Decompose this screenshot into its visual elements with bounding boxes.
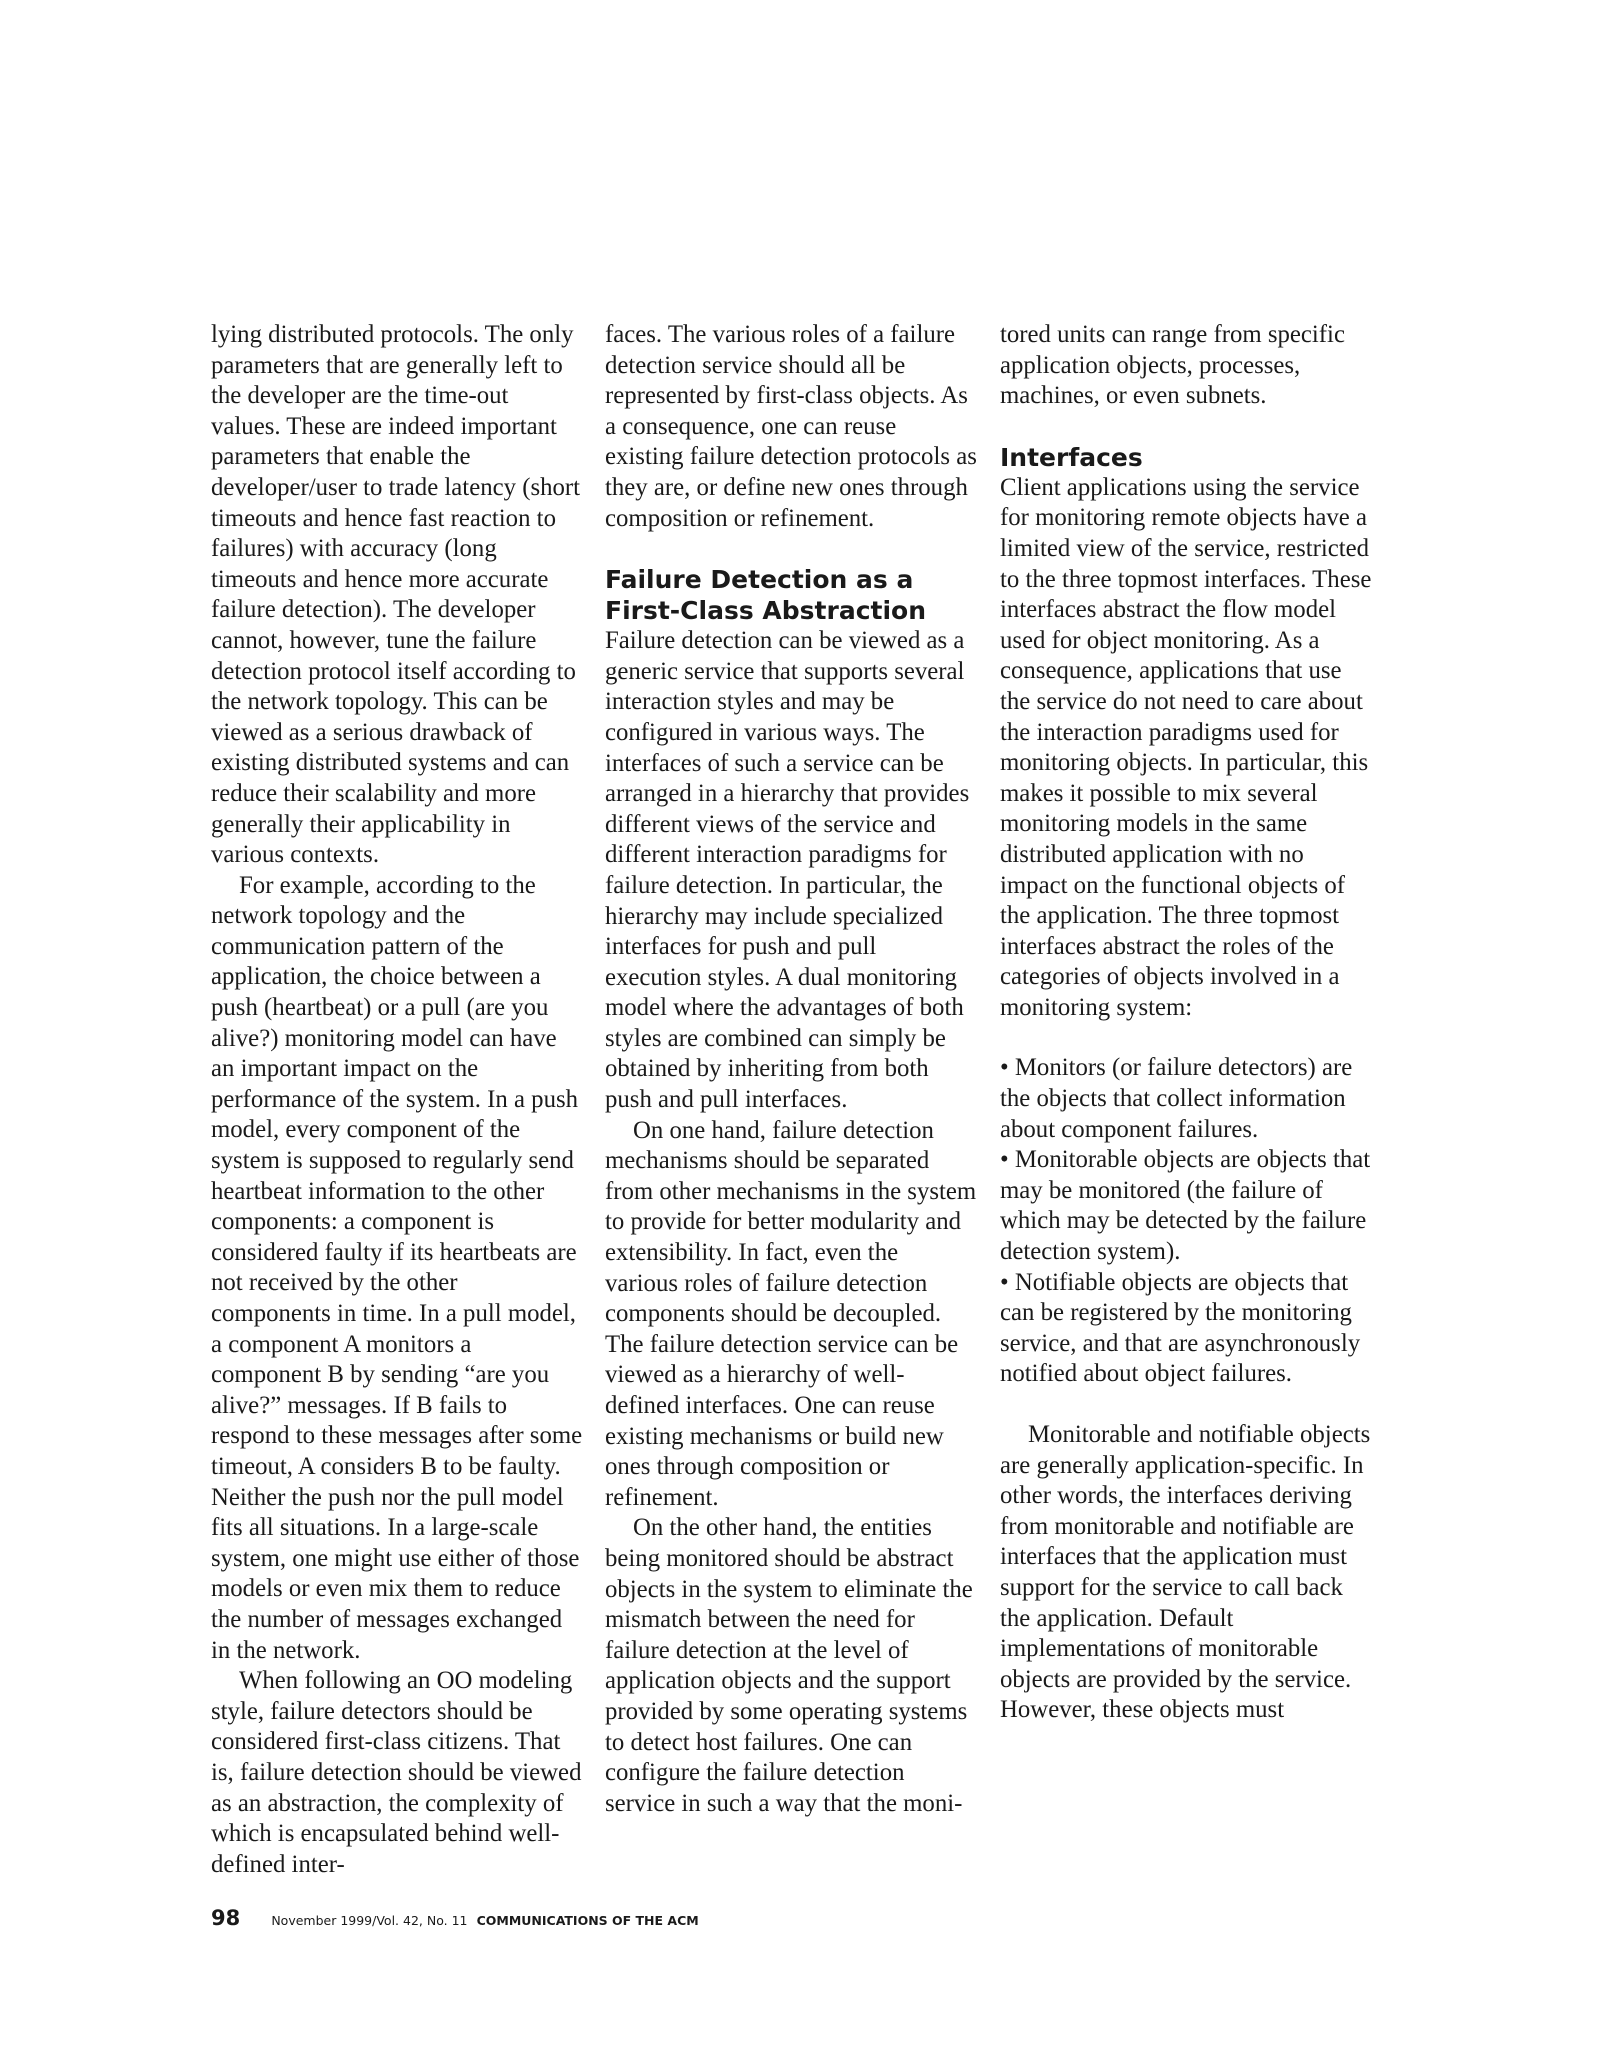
list-item: • Notifiable objects are objects that can be registered by the monitoring service, and that are asynchronously notified about object failures. xyxy=(1000,1268,1361,1388)
text-column-1 xyxy=(211,320,583,1880)
paragraph: For example, according to the network topology and the communication pattern of the application, the choice between a push (heartbeat) or a pull (are you alive?) monitoring model can have an important impact on the performance of the system. In a push model, every component of the system is supposed to regularly send heartbeat information to the other components: a component is considered faulty if its heartbeats are not received by the other components in time. In a pull model, a component A monitors a component B by sending “are you alive?” messages. If B fails to respond to these messages after some timeout, A considers B to be faulty. Neither the push nor the pull model fits all situations. In a large-scale system, one might use either of those models or even mix them to reduce the number of messages exchanged in the network. xyxy=(211,871,583,1664)
paragraph: On one hand, failure detection mechanisms should be separated from other mechanisms in the system to provide for better modularity and extensibility. In fact, even the various roles of failure detection components should be decoupled. The failure detection service can be viewed as a hierarchy of well-defined interfaces. One can reuse existing mechanisms or build new ones through composition or refinement. xyxy=(605,1116,977,1511)
bullet-list xyxy=(1000,1053,1372,1390)
list-item: • Monitors (or failure detectors) are the objects that collect information about component failures. xyxy=(1000,1054,1353,1143)
journal-name: COMMUNICATIONS OF THE ACM xyxy=(476,1913,699,1928)
paragraph: faces. The various roles of a failure detection service should all be represented by first-class objects. As a consequence, one can reuse existing failure detection protocols as they are, or define new ones through composition or refinement. xyxy=(605,321,977,532)
paragraph: Monitorable and notifiable objects are generally application-specific. In other words, the interfaces deriving from monitorable and notifiable are interfaces that the application must support for the service to call back the application. Default implementations of monitorable objects are provided by the service. However, these objects must xyxy=(1000,1421,1371,1724)
paragraph: On the other hand, the entities being monitored should be abstract objects in the system to eliminate the mismatch between the need for failure detection at the level of application objects and the support provided by some operating systems to detect host failures. One can configure the failure detection service in such a way that the moni- xyxy=(605,1514,973,1817)
page-footer xyxy=(211,1906,699,1930)
paragraph: lying distributed protocols. The only parameters that are generally left to the developer are the time-out values. These are indeed important parameters that enable the developer/user to trade latency (short timeouts and hence fast reaction to failures) with accuracy (long timeouts and hence more accurate failure detection). The developer cannot, however, tune the failure detection protocol itself according to the network topology. This can be viewed as a serious drawback of existing distributed systems and can reduce their scalability and more generally their applicability in various contexts. xyxy=(211,321,581,869)
text-column-3 xyxy=(1000,320,1372,1726)
text-column-2 xyxy=(605,320,977,1819)
paragraph: tored units can range from specific application objects, processes, machines, or even subnets. xyxy=(1000,321,1345,410)
paragraph: When following an OO modeling style, failure detectors should be considered first-class citizens. That is, failure detection should be viewed as an abstraction, the complexity of which is encapsulated behind well-defined inter- xyxy=(211,1667,582,1878)
paragraph: Client applications using the service for monitoring remote objects have a limited view of the service, restricted to the three topmost interfaces. These interfaces abstract the flow model used for object monitoring. As a consequence, applications that use the service do not need to care about the interaction paradigms used for monitoring objects. In particular, this makes it possible to mix several monitoring models in the same distributed application with no impact on the functional objects of the application. The three topmost interfaces abstract the roles of the categories of objects involved in a monitoring system: xyxy=(1000,473,1372,1021)
section-heading: Failure Detection as a First-Class Abstraction xyxy=(605,565,927,626)
paragraph: Failure detection can be viewed as a generic service that supports several interaction styles and may be configured in various ways. The interfaces of such a service can be arranged in a hierarchy that provides different views of the service and different interaction paradigms for failure detection. In particular, the hierarchy may include specialized interfaces for push and pull execution styles. A dual monitoring model where the advantages of both styles are combined can simply be obtained by inheriting from both push and pull interfaces. xyxy=(605,627,970,1114)
issue-info: November 1999/Vol. 42, No. 11 xyxy=(271,1913,468,1928)
page-number: 98 xyxy=(211,1906,241,1930)
section-heading: Interfaces xyxy=(1000,442,1143,472)
list-item: • Monitorable objects are objects that may be monitored (the failure of which may be detected by the failure detection system). xyxy=(1000,1146,1371,1266)
